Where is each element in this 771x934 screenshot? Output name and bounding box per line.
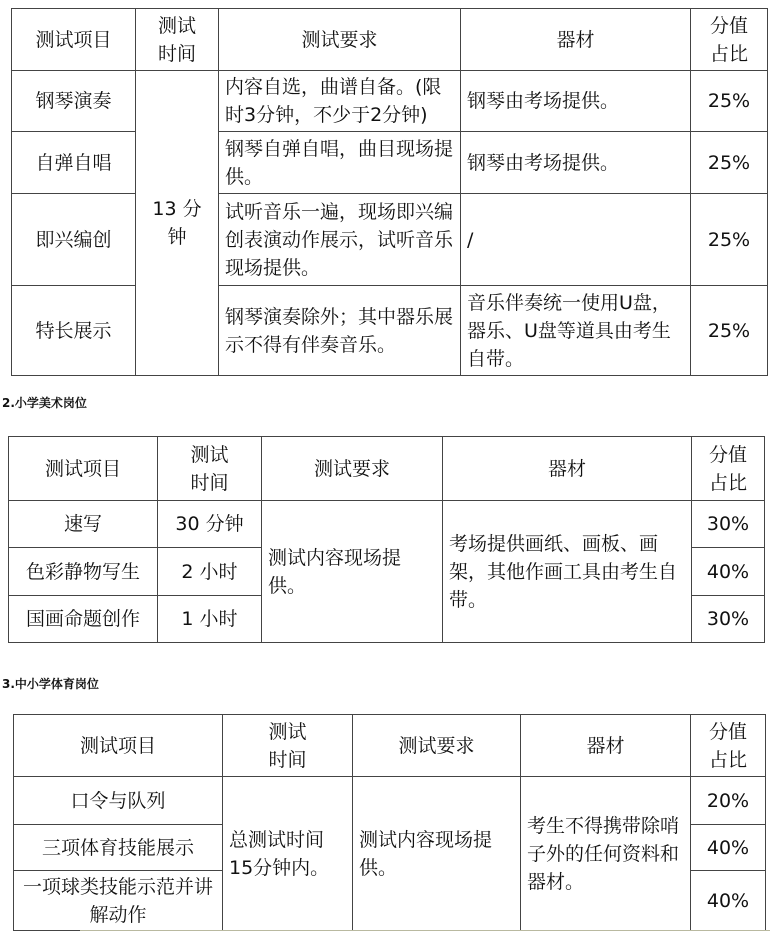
score-cell: 25% — [691, 71, 768, 132]
time-cell: 13 分 钟 — [136, 71, 219, 376]
header-score: 分值 占比 — [691, 9, 768, 71]
time-cell: 1 小时 — [158, 596, 262, 643]
item-cell: 色彩静物写生 — [9, 548, 158, 596]
requirement-cell: 内容自选，曲谱自备。(限时3分钟，不少于2分钟) — [219, 71, 461, 132]
header-score: 分值 占比 — [691, 715, 766, 777]
requirement-cell: 测试内容现场提供。 — [262, 501, 443, 643]
header-equipment: 器材 — [461, 9, 691, 71]
item-cell: 即兴编创 — [12, 194, 136, 286]
score-cell: 30% — [692, 596, 765, 643]
equipment-cell: 考生不得携带除哨子外的任何资料和器材。 — [521, 777, 691, 931]
section-3-title: 3.中小学体育岗位 — [2, 677, 99, 691]
score-cell: 40% — [692, 548, 765, 596]
pe-test-table — [13, 714, 766, 931]
requirement-cell: 钢琴自弹自唱，曲目现场提供。 — [219, 132, 461, 194]
item-cell: 一项球类技能示范并讲解动作 — [14, 871, 223, 931]
header-item: 测试项目 — [12, 9, 136, 71]
score-cell: 40% — [691, 825, 766, 871]
score-cell: 40% — [691, 871, 766, 931]
header-equipment: 器材 — [443, 437, 692, 501]
item-cell: 速写 — [9, 501, 158, 548]
music-test-table — [11, 8, 768, 376]
header-requirement: 测试要求 — [353, 715, 521, 777]
header-item: 测试项目 — [9, 437, 158, 501]
page-bottom-rule — [80, 930, 770, 931]
header-score: 分值 占比 — [692, 437, 765, 501]
score-cell: 30% — [692, 501, 765, 548]
item-cell: 特长展示 — [12, 286, 136, 376]
score-cell: 25% — [691, 132, 768, 194]
equipment-cell: 钢琴由考场提供。 — [461, 132, 691, 194]
item-cell: 钢琴演奏 — [12, 71, 136, 132]
equipment-cell: 考场提供画纸、画板、画架，其他作画工具由考生自带。 — [443, 501, 692, 643]
requirement-cell: 钢琴演奏除外；其中器乐展示不得有伴奏音乐。 — [219, 286, 461, 376]
equipment-cell: / — [461, 194, 691, 286]
requirement-cell: 测试内容现场提供。 — [353, 777, 521, 931]
score-cell: 25% — [691, 194, 768, 286]
equipment-cell: 音乐伴奏统一使用U盘，器乐、U盘等道具由考生自带。 — [461, 286, 691, 376]
header-item: 测试项目 — [14, 715, 223, 777]
time-cell: 2 小时 — [158, 548, 262, 596]
equipment-cell: 钢琴由考场提供。 — [461, 71, 691, 132]
time-cell: 总测试时间15分钟内。 — [223, 777, 353, 931]
item-cell: 口令与队列 — [14, 777, 223, 825]
time-cell: 30 分钟 — [158, 501, 262, 548]
item-cell: 自弹自唱 — [12, 132, 136, 194]
score-cell: 20% — [691, 777, 766, 825]
header-time: 测试 时间 — [158, 437, 262, 501]
header-requirement: 测试要求 — [262, 437, 443, 501]
header-time: 测试 时间 — [136, 9, 219, 71]
header-equipment: 器材 — [521, 715, 691, 777]
item-cell: 三项体育技能展示 — [14, 825, 223, 871]
requirement-cell: 试听音乐一遍，现场即兴编创表演动作展示，试听音乐现场提供。 — [219, 194, 461, 286]
art-test-table — [8, 436, 765, 643]
item-cell: 国画命题创作 — [9, 596, 158, 643]
header-requirement: 测试要求 — [219, 9, 461, 71]
score-cell: 25% — [691, 286, 768, 376]
header-time: 测试 时间 — [223, 715, 353, 777]
section-2-title: 2.小学美术岗位 — [2, 396, 87, 410]
